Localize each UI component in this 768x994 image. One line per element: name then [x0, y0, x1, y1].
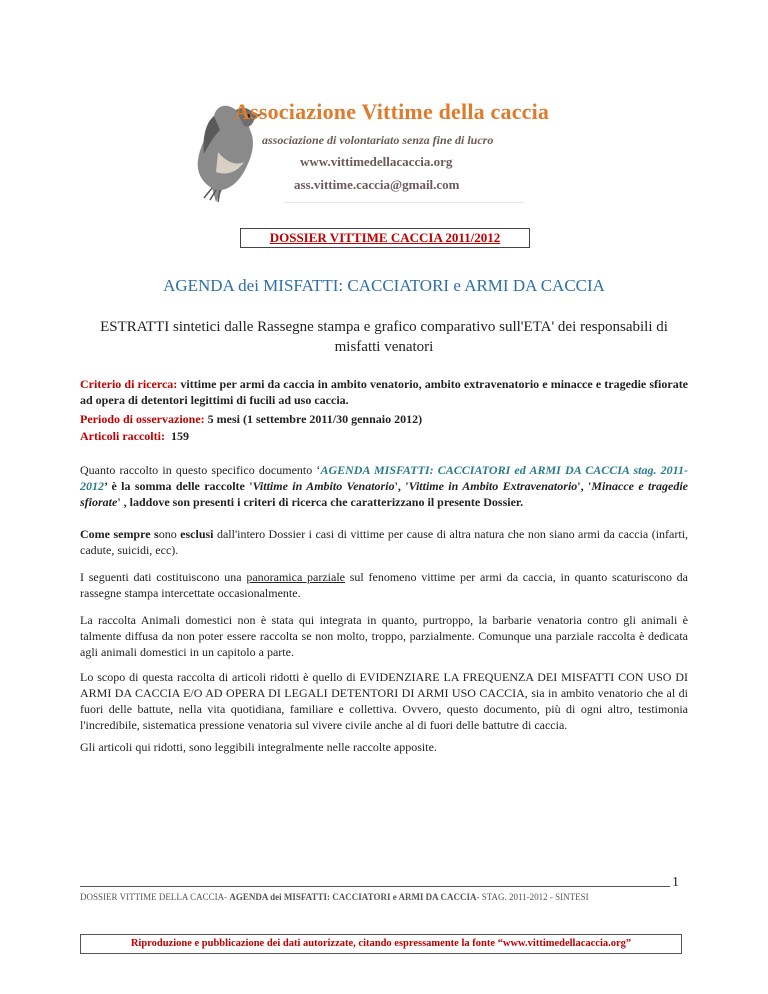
reproduction-notice: Riproduzione e pubblicazione dei dati autorizzate, citando espressamente la fonte “www.vittimedellacaccia.org”	[80, 934, 682, 954]
summary-tail: ' , laddove son presenti i criteri di ricerca che caratterizzano il presente Dossier.	[117, 495, 524, 509]
association-website[interactable]: www.vittimedellacaccia.org	[300, 154, 453, 169]
footer-part-3: - STAG. 2011-2012 - SINTESI	[476, 892, 589, 902]
period-label: Periodo di osservazione:	[80, 412, 205, 426]
association-subtitle: associazione di volontariato senza fine di lucro	[262, 133, 494, 147]
logo-divider	[284, 202, 524, 203]
association-name: Associazione Vittime della caccia	[234, 99, 550, 124]
criteria-text: vittime per armi da caccia in ambito venatorio, ambito extravenatorio e minacce e tragedie sfiorate ad opera di detentori legittimi di fucili ad uso caccia.	[80, 377, 689, 407]
summary-collection-2: Vittime in Ambito Extravenatorio	[408, 479, 578, 493]
domestic-paragraph: La raccolta Animali domestici non è stata qui integrata in quanto, purtroppo, la barbarie venatoria contro gli animali è talmente diffusa da non poter essere raccolta se non molto, troppo, parzialmente. Comunque una parziale raccolta è dedicata agli animali domestici in un capitolo a parte.	[80, 613, 688, 659]
footer-part-2: AGENDA dei MISFATTI: CACCIATORI e ARMI DA CACCIA	[229, 892, 477, 902]
association-email[interactable]: ass.vittime.caccia@gmail.com	[294, 177, 460, 192]
excluded-rest-2: dall'intero Dossier i casi di vittime per cause di altra natura che non siano armi da caccia (infarti, cadute, suicidi, ecc).	[80, 527, 689, 557]
estratti-subtitle: ESTRATTI sintetici dalle Rassegne stampa e grafico comparativo sull'ETA' dei responsabili di misfatti venatori	[100, 319, 668, 355]
footer	[80, 892, 680, 902]
excluded-rest-1: ono	[158, 527, 181, 541]
association-logo	[196, 92, 576, 207]
dossier-label-text: DOSSIER VITTIME CACCIA 2011/2012	[269, 230, 501, 245]
articles-value: 159	[170, 429, 189, 443]
summary-paragraph	[80, 462, 688, 510]
page-number: 1	[672, 875, 679, 890]
summary-sep-2: ', '	[577, 479, 592, 493]
excluded-bold: esclusi	[180, 527, 214, 541]
summary-doc-name: AGENDA MISFATTI: CACCIATORI ed ARMI DA CACCIA stag. 2011-2012	[80, 463, 689, 493]
purpose-paragraph: Lo scopo di questa raccolta di articoli ridotti è quello di EVIDENZIARE LA FREQUENZA DEI MISFATTI CON USO DI ARMI DA CACCIA E/O AD OPERA DI LEGALI DETENTORI DI ARMI USO CACCIA, sia in ambito venatorio che al di fuori delle battute, nella vita quotidiana, familiare e collettiva. Ovvero, questo documento, più di ogni altro, testimonia l'incredibile, sistematica pressione venatoria sul vivere civile anche al di fuori delle battutre di caccia.	[80, 670, 688, 732]
excluded-paragraph	[80, 526, 688, 558]
period-value: 5 mesi (1 settembre 2011/30 gennaio 2012)	[207, 412, 423, 426]
articles-label: Articoli raccolti:	[80, 429, 165, 443]
summary-collection-1: Vittime in Ambito Venatorio	[252, 479, 395, 493]
partial-post: sul fenomeno vittime per armi da caccia, in quanto scaturiscono da rassegne stampa intercettate occasionalmente.	[80, 570, 689, 600]
footer-part-1: DOSSIER VITTIME DELLA CACCIA-	[80, 892, 230, 902]
agenda-title: AGENDA dei MISFATTI: CACCIATORI e ARMI DA CACCIA	[163, 276, 605, 295]
partial-underlined: panoramica parziale	[246, 570, 346, 584]
criteria-paragraph	[80, 376, 688, 408]
excluded-lead: Come sempre s	[80, 527, 159, 541]
partial-paragraph	[80, 569, 688, 601]
period-paragraph	[80, 411, 688, 427]
dossier-label	[240, 228, 530, 248]
readable-paragraph: Gli articoli qui ridotti, sono leggibili integralmente nelle raccolte apposite.	[80, 740, 437, 754]
criteria-label: Criterio di ricerca:	[80, 377, 178, 391]
footer-divider	[80, 886, 670, 887]
partial-pre: I seguenti dati costituiscono una	[80, 570, 247, 584]
summary-intro: Quanto raccolto in questo specifico documento ‘	[80, 463, 321, 477]
articles-paragraph	[80, 428, 688, 444]
summary-collection-3: Minacce e tragedie sfiorate	[80, 479, 689, 509]
summary-sep-1: ', '	[394, 479, 409, 493]
summary-mid: ’ è la somma delle raccolte '	[104, 479, 253, 493]
